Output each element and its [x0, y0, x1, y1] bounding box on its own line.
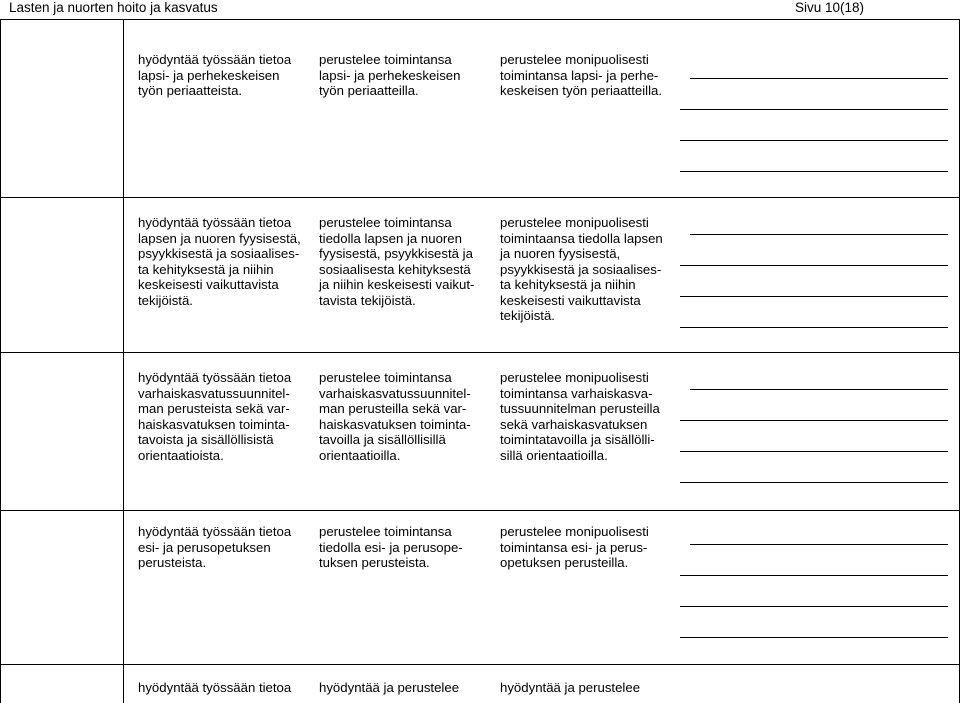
blank-line[interactable] [680, 575, 948, 576]
document-title: Lasten ja nuorten hoito ja kasvatus [9, 0, 218, 15]
page-header [0, 0, 960, 19]
criterion-cell: hyödyntää työssään tietoa esi- ja perusopetuksen perusteista. [138, 524, 292, 570]
criterion-cell: perustelee monipuolisesti toimintansa varhaiskasva- tussuunnitelman perusteilla sekä varhaiskasvatuksen toimintatavoilla ja sisällölli- sillä orientaatioilla. [500, 370, 660, 463]
criterion-cell: hyödyntää ja perustelee [500, 680, 641, 695]
criterion-cell: perustelee toimintansa varhaiskasvatussuunnitel- man perusteilla sekä var- haiskasvatuksen toiminta- tavoilla ja sisällöllisillä orientaatioilla. [319, 370, 471, 463]
criterion-cell: perustelee toimintansa lapsi- ja perhekeskeisen työn periaatteilla. [319, 52, 461, 98]
blank-line[interactable] [680, 296, 948, 297]
criterion-cell: hyödyntää ja perustelee [319, 680, 460, 695]
blank-line[interactable] [680, 327, 948, 328]
row-divider-1 [0, 197, 960, 198]
criterion-cell: hyödyntää työssään tietoa varhaiskasvatussuunnitel- man perusteista sekä var- haiskasvatuksen toiminta- tavoista ja sisällöllisistä orientaatioista. [138, 370, 292, 463]
criterion-cell: perustelee toimintansa tiedolla esi- ja perusope- tuksen perusteista. [319, 524, 463, 570]
blank-line[interactable] [690, 544, 948, 545]
table-left-border [0, 19, 1, 703]
row-divider-3 [0, 510, 960, 511]
blank-line[interactable] [680, 171, 948, 172]
criterion-cell: hyödyntää työssään tietoa lapsen ja nuoren fyysisestä, psyykkisestä ja sosiaalises- ta kehityksestä ja niihin keskeisesti vaikuttavista tekijöistä. [138, 215, 301, 308]
blank-line[interactable] [680, 420, 948, 421]
blank-line[interactable] [680, 606, 948, 607]
blank-line[interactable] [690, 389, 948, 390]
criterion-cell: perustelee monipuolisesti toimintaansa tiedolla lapsen ja nuoren fyysisestä, psyykkisestä ja sosiaalises- ta kehityksestä ja niihin keskeisesti vaikuttavista tekijöistä. [500, 215, 663, 323]
criterion-cell: hyödyntää työssään tietoa [138, 680, 292, 695]
blank-line[interactable] [680, 265, 948, 266]
header-divider [0, 19, 960, 20]
blank-line[interactable] [680, 140, 948, 141]
page-number: Sivu 10(18) [794, 0, 864, 15]
row-divider-2 [0, 352, 960, 353]
blank-line[interactable] [690, 234, 948, 235]
blank-line[interactable] [680, 637, 948, 638]
criterion-cell: perustelee monipuolisesti toimintansa esi- ja perus- opetuksen perusteilla. [500, 524, 649, 570]
blank-line[interactable] [680, 482, 948, 483]
criterion-cell: perustelee monipuolisesti toimintansa lapsi- ja perhe- keskeisen työn periaatteilla. [500, 52, 663, 98]
row-divider-4 [0, 664, 960, 665]
table-divider-col1 [123, 19, 124, 703]
criterion-cell: hyödyntää työssään tietoa lapsi- ja perhekeskeisen työn periaatteista. [138, 52, 292, 98]
blank-line[interactable] [680, 109, 948, 110]
blank-line[interactable] [680, 451, 948, 452]
criterion-cell: perustelee toimintansa tiedolla lapsen ja nuoren fyysisestä, psyykkisestä ja sosiaalisesta kehityksestä ja niihin keskeisesti vaikut- tavista tekijöistä. [319, 215, 475, 308]
blank-line[interactable] [690, 78, 948, 79]
